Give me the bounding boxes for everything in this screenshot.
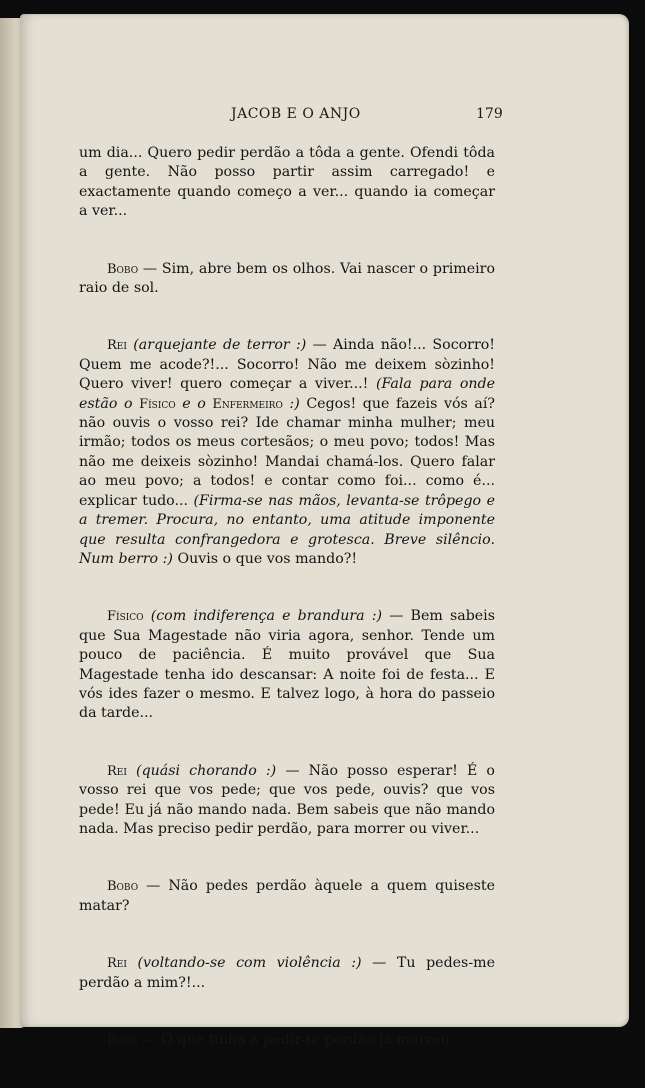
- stage-direction: (Firma-se nas mãos, levanta-se trôpego e a tremer. Procura, no entanto, uma atitude imponente que resulta confrangedora e grotesca. Breve silêncio. Num berro :): [79, 492, 495, 567]
- speech-dash: —: [138, 1032, 162, 1048]
- speech-text: Tu pedes-me perdão a mim?!...: [79, 955, 495, 991]
- speaker-name: Rei: [107, 338, 127, 354]
- speech-dash: —: [138, 878, 169, 895]
- speech-text: O que tinha a pedir-te perdão já morreu.: [161, 1032, 455, 1048]
- speaker-name: Físico: [107, 609, 144, 625]
- speech-dash: —: [138, 260, 162, 277]
- page-header: [20, 106, 629, 130]
- speech-dash: —: [382, 608, 411, 625]
- speech-text: Não posso esperar! É o vosso rei que vos pede; que vos pede, ouvis? que vos pede! Eu já não mando nada. Bem sabeis que não mando nada. Mas preciso pedir perdão, para morrer ou viver...: [79, 762, 495, 837]
- speech-rei-3: [79, 954, 495, 993]
- stage-direction: e o: [175, 395, 213, 412]
- speech-text: Cegos! que fazeis vós aí? não ouvis o vosso rei? Ide chamar minha mulher; meu irmão; todos os meus cortesãos; o meu povo; todos! Mas não me deixeis sòzinho! Mandai chamá-los. Quero falar ao meu povo; a todos! e contar como foi... como é... explicar tudo...: [79, 395, 495, 509]
- page-number: 179: [476, 106, 503, 122]
- speech-text: Sim, abre bem os olhos. Vai nascer o primeiro raio de sol.: [79, 260, 495, 297]
- speech-dash: —: [306, 337, 334, 354]
- book-page: [20, 14, 629, 1048]
- speaker-name: Bobo: [107, 261, 139, 277]
- stage-direction: (voltando-se com violência :): [126, 955, 362, 972]
- stage-direction: (arquejante de terror :): [126, 337, 307, 354]
- speech-dash: —: [276, 762, 309, 779]
- speech-rei-2: [79, 762, 495, 840]
- stage-direction: (com indiferença e brandura :): [143, 608, 383, 625]
- speech-text: Ainda não!... Socorro! Quem me acode?!... Socorro! Não me deixem sòzinho! Quero viver! quero começar a viver...!: [79, 337, 495, 393]
- page-body: [79, 144, 495, 1088]
- speaker-name: Bobo: [107, 879, 139, 895]
- stage-direction: (quási chorando :): [126, 762, 277, 779]
- speaker-name: Bobo: [107, 1033, 139, 1048]
- speech-bobo-3: [79, 1031, 495, 1050]
- speech-bobo-2: [79, 877, 495, 916]
- stage-direction: :): [282, 395, 300, 412]
- paragraph-continuation: [79, 144, 495, 222]
- speech-fisico: [79, 607, 495, 723]
- stage-direction: (Fala para onde estão o: [79, 376, 495, 412]
- speech-bobo-1: [79, 260, 495, 299]
- speech-dash: —: [361, 955, 397, 972]
- paragraph-text: um dia... Quero pedir perdão a tôda a gente. Ofendi tôda a gente. Não posso partir assim carregado! e exactamente quando começo a ver... quando ia começar a ver...: [79, 145, 495, 220]
- speech-text: Ouvis o que vos mando?!: [172, 550, 358, 567]
- running-title: JACOB E O ANJO: [231, 106, 361, 122]
- speech-text: Bem sabeis que Sua Magestade não viria agora, senhor. Tende um pouco de paciência. É muito provável que Sua Magestade tenha ido descansar: A noite foi de festa... E vós ides fazer o mesmo. E talvez logo, à hora do passeio da tarde...: [79, 608, 495, 722]
- speech-rei-1: [79, 336, 495, 569]
- speaker-name: Rei: [107, 763, 127, 779]
- character-name: Físico: [139, 396, 176, 412]
- speech-text: Não pedes perdão àquele a quem quiseste matar?: [79, 878, 495, 914]
- speaker-name: Rei: [107, 956, 127, 972]
- character-name: Enfermeiro: [212, 396, 283, 412]
